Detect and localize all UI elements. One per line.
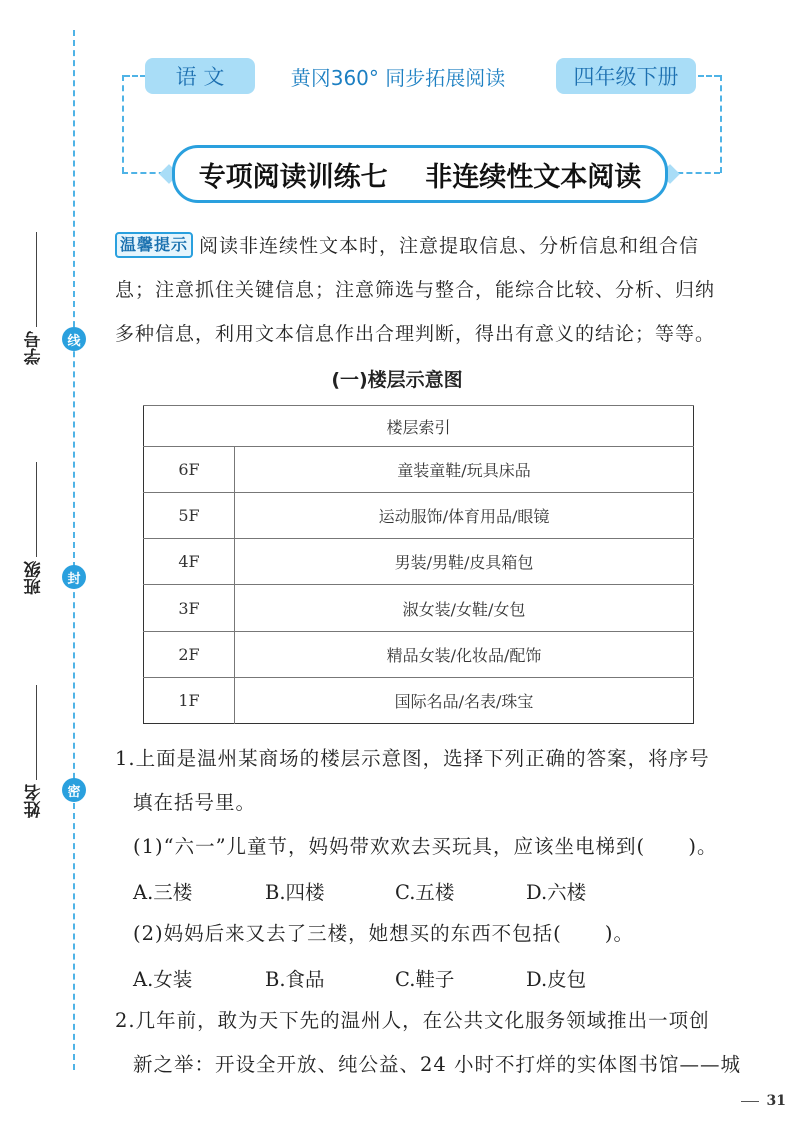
choice-c[interactable]: C.五楼 — [395, 881, 455, 904]
page-number-text: 31 — [766, 1093, 786, 1109]
floor-cell: 4F — [144, 539, 235, 585]
floor-cell: 3F — [144, 585, 235, 631]
question-1-line-2: 填在括号里。 — [133, 791, 257, 814]
table-row — [144, 447, 694, 493]
choice-c[interactable]: C.鞋子 — [395, 968, 455, 991]
tip-text: 阅读非连续性文本时，注意提取信息、分析信息和组合信息；注意抓住关键信息；注意筛选与整合，能综合比较、分析、归纳多种信息，利用文本信息作出合理判断，得出有意义的结论；等等。 — [115, 235, 716, 345]
table-row — [144, 585, 694, 631]
floor-cell: 5F — [144, 493, 235, 539]
items-cell: 运动服饰/体育用品/眼镜 — [235, 493, 694, 539]
class-label: 班级 — [24, 561, 45, 595]
question-1-1: (1)“六一”儿童节，妈妈带欢欢去买玩具，应该坐电梯到( )。 — [133, 835, 718, 858]
choice-d[interactable]: D.六楼 — [526, 881, 587, 904]
items-cell: 男装/男鞋/皮具箱包 — [235, 539, 694, 585]
student-id-field[interactable] — [22, 232, 46, 365]
choice-b[interactable]: B.食品 — [265, 968, 325, 991]
seal-mark-feng: 封 — [62, 565, 86, 589]
choice-d[interactable]: D.皮包 — [526, 968, 587, 991]
name-field[interactable] — [22, 685, 46, 818]
floor-index-table — [143, 405, 694, 724]
section-title: (一)楼层示意图 — [331, 369, 463, 391]
class-blank[interactable] — [35, 462, 37, 557]
student-id-label: 学号 — [24, 331, 45, 365]
choice-a[interactable]: A.女装 — [133, 968, 193, 991]
items-cell: 国际名品/名表/珠宝 — [235, 677, 694, 723]
table-row — [144, 493, 694, 539]
items-cell: 精品女装/化妆品/配饰 — [235, 631, 694, 677]
tip-paragraph — [115, 224, 727, 356]
tip-badge: 温馨提示 — [115, 232, 193, 258]
question-2-line-1: 2.几年前，敢为天下先的温州人，在公共文化服务领域推出一项创 — [115, 1009, 710, 1032]
floor-cell: 6F — [144, 447, 235, 493]
floor-cell: 2F — [144, 631, 235, 677]
student-id-blank[interactable] — [35, 232, 37, 327]
name-label: 姓名 — [24, 784, 45, 818]
table-row — [144, 631, 694, 677]
items-cell: 淑女装/女鞋/女包 — [235, 585, 694, 631]
choice-b[interactable]: B.四楼 — [265, 881, 325, 904]
binding-dashed-line — [73, 30, 75, 1070]
name-blank[interactable] — [35, 685, 37, 780]
page-title: 专项阅读训练七 非连续性文本阅读 — [172, 145, 668, 203]
class-field[interactable] — [22, 462, 46, 595]
table-row — [144, 539, 694, 585]
question-1-line-1: 1.上面是温州某商场的楼层示意图，选择下列正确的答案，将序号 — [115, 747, 710, 770]
choice-a[interactable]: A.三楼 — [133, 881, 193, 904]
items-cell: 童装童鞋/玩具床品 — [235, 447, 694, 493]
series-title: 黄冈360° 同步拓展阅读 — [290, 65, 506, 90]
floor-cell: 1F — [144, 677, 235, 723]
seal-mark-mi: 密 — [62, 778, 86, 802]
page-number — [733, 1093, 786, 1109]
grade-badge: 四年级下册 — [556, 58, 696, 94]
question-2-line-2: 新之举：开设全开放、纯公益、24 小时不打烊的实体图书馆——城 — [133, 1053, 742, 1076]
subject-badge: 语 文 — [145, 58, 255, 94]
table-row — [144, 677, 694, 723]
seal-mark-xian: 线 — [62, 327, 86, 351]
table-header: 楼层索引 — [144, 406, 694, 447]
question-1-2: (2)妈妈后来又去了三楼，她想买的东西不包括( )。 — [133, 922, 635, 945]
